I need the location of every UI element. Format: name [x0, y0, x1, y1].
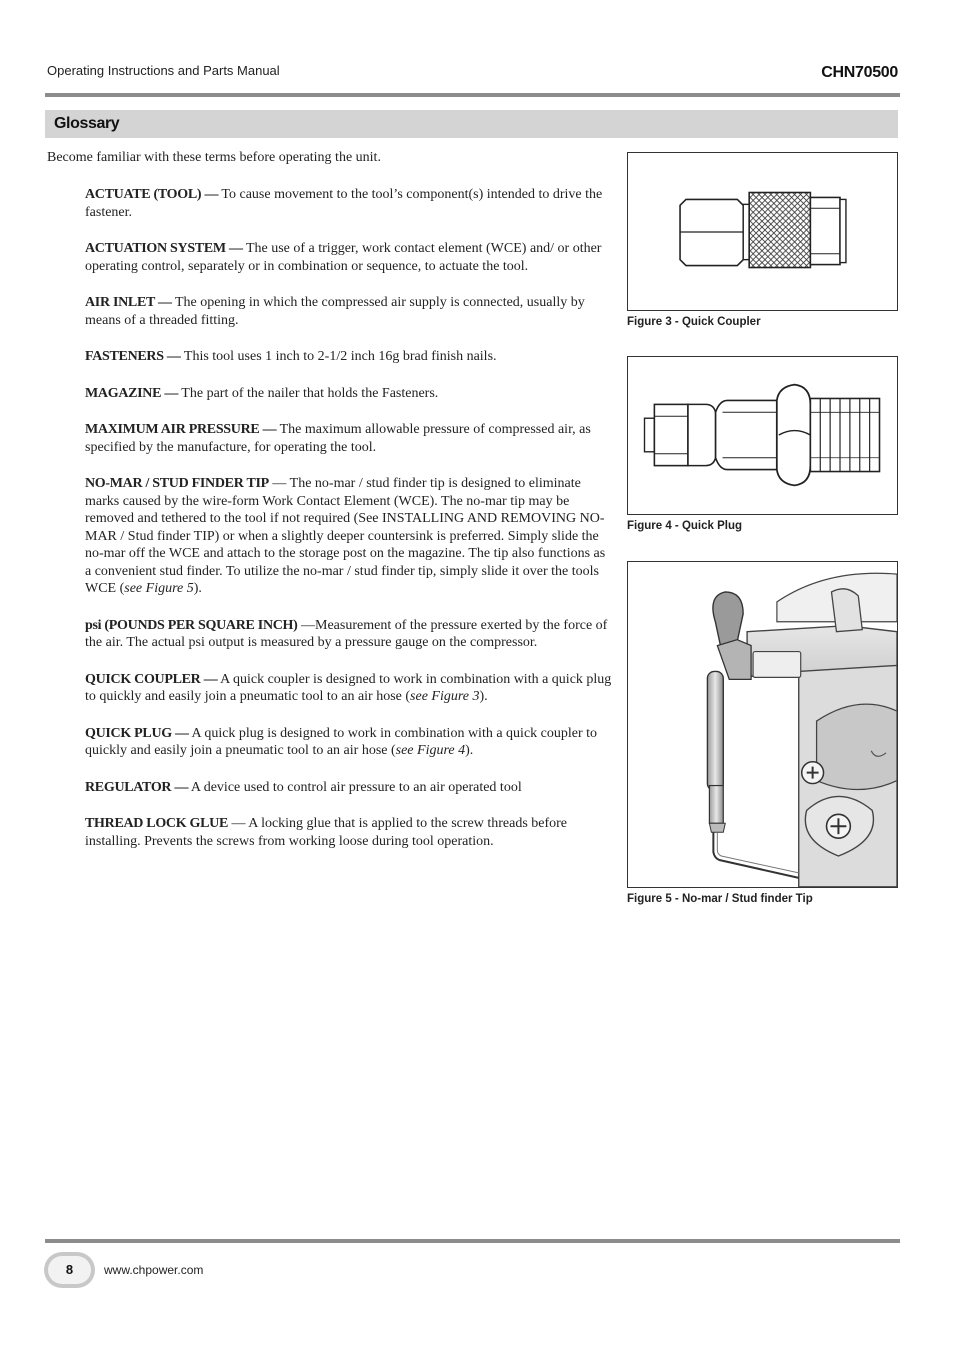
term-definition: This tool uses 1 inch to 2-1/2 inch 16g brad finish nails.: [180, 349, 497, 364]
header-rule: [45, 93, 900, 97]
glossary-item: [85, 240, 613, 275]
term-name: AIR INLET —: [85, 295, 172, 310]
figure-reference: see Figure 3: [410, 689, 480, 704]
glossary-list: [85, 186, 613, 869]
page-number-badge-inner: [48, 1256, 91, 1284]
term-definition: —Measurement of the pressure exerted by the force of the air. The actual psi output is measured by a pressure gauge on the compressor.: [85, 617, 608, 650]
term-name: REGULATOR —: [85, 779, 189, 795]
page-number-badge: [44, 1252, 95, 1288]
footer-rule: [45, 1239, 900, 1243]
figure-quick-plug: [627, 356, 898, 515]
term-tail: ).: [193, 581, 202, 596]
figure-4-caption: Figure 4 - Quick Plug: [627, 520, 743, 532]
figure-3-caption: Figure 3 - Quick Coupler: [627, 316, 761, 328]
figure-5-caption: Figure 5 - No-mar / Stud finder Tip: [627, 893, 813, 905]
term-definition: The maximum allowable pressure of compressed air, as specified by the manufacture, for operating the tool.: [85, 422, 591, 455]
term-name: psi (POUNDS PER SQUARE INCH): [85, 617, 298, 633]
term-name: MAXIMUM AIR PRESSURE —: [85, 422, 277, 437]
manual-title: Operating Instructions and Parts Manual: [47, 63, 280, 78]
footer-url: www.chpower.com: [104, 1263, 204, 1277]
section-header-bar: [45, 110, 898, 138]
glossary-item: [85, 186, 613, 221]
term-definition: A quick plug is designed to work in combination with a quick coupler to quickly and easily join a pneumatic tool to an air hose (: [85, 725, 598, 758]
term-definition: The use of a trigger, work contact element (WCE) and/ or other operating control, separately or in combination or sequence, to actuate the tool.: [85, 241, 602, 274]
page-number: 8: [65, 1262, 74, 1277]
glossary-item: [85, 421, 613, 456]
section-title: Glossary: [54, 115, 120, 132]
term-definition: A device used to control air pressure to an air operated tool: [188, 779, 522, 795]
term-name: MAGAZINE —: [85, 385, 179, 401]
glossary-item: [85, 475, 613, 598]
term-name: ACTUATION SYSTEM —: [85, 241, 243, 256]
figure-no-mar-tip: [627, 561, 898, 888]
quick-plug-drawing: [628, 357, 897, 514]
model-number: CHN70500: [821, 64, 898, 81]
term-tail: ).: [465, 743, 474, 758]
glossary-item: [85, 725, 613, 760]
figure-reference: see Figure 5: [124, 581, 194, 596]
term-definition: The opening in which the compressed air supply is connected, usually by means of a threaded fitting.: [85, 295, 585, 328]
term-name: ACTUATE (TOOL) —: [85, 187, 219, 202]
term-name: NO-MAR / STUD FINDER TIP: [85, 476, 269, 491]
term-name: QUICK PLUG —: [85, 725, 189, 741]
glossary-item: [85, 671, 613, 706]
term-definition: — The no-mar / stud finder tip is designed to eliminate marks caused by the wire-form Work Contact Element (WCE). The no-mar tip may be removed and tethered to the tool if not required (See INSTALLING AND REMOVING NO-MAR / Stud finder TIP) or when a slightly deeper countersink is preferred. Simply slide the no-mar off the WCE and attach to the storage post on the magazine. The tip also functions as a convenient stud finder. To utilize the no-mar / stud finder tip, simply slide it over the tools WCE (: [85, 476, 606, 596]
glossary-item: [85, 617, 613, 652]
term-name: THREAD LOCK GLUE: [85, 816, 228, 831]
glossary-item: [85, 294, 613, 329]
term-name: FASTENERS —: [85, 349, 181, 364]
term-definition: — A locking glue that is applied to the screw threads before installing. Prevents the screws from working loose during tool operation.: [85, 816, 568, 849]
term-tail: ).: [479, 689, 488, 704]
quick-coupler-drawing: [628, 153, 897, 310]
glossary-item: [85, 779, 613, 797]
term-name: QUICK COUPLER —: [85, 671, 218, 687]
glossary-item: [85, 348, 613, 366]
term-definition: The part of the nailer that holds the Fasteners.: [178, 385, 439, 401]
intro-text: Become familiar with these terms before operating the unit.: [47, 150, 381, 165]
no-mar-tip-drawing: [628, 562, 897, 887]
glossary-item: [85, 815, 613, 850]
term-definition: To cause movement to the tool’s component(s) intended to drive the fastener.: [85, 187, 603, 220]
term-definition: A quick coupler is designed to work in combination with a quick plug to quickly and easily join a pneumatic tool to an air hose (: [85, 671, 612, 704]
figure-quick-coupler: [627, 152, 898, 311]
figure-reference: see Figure 4: [395, 743, 466, 758]
glossary-item: [85, 385, 613, 403]
